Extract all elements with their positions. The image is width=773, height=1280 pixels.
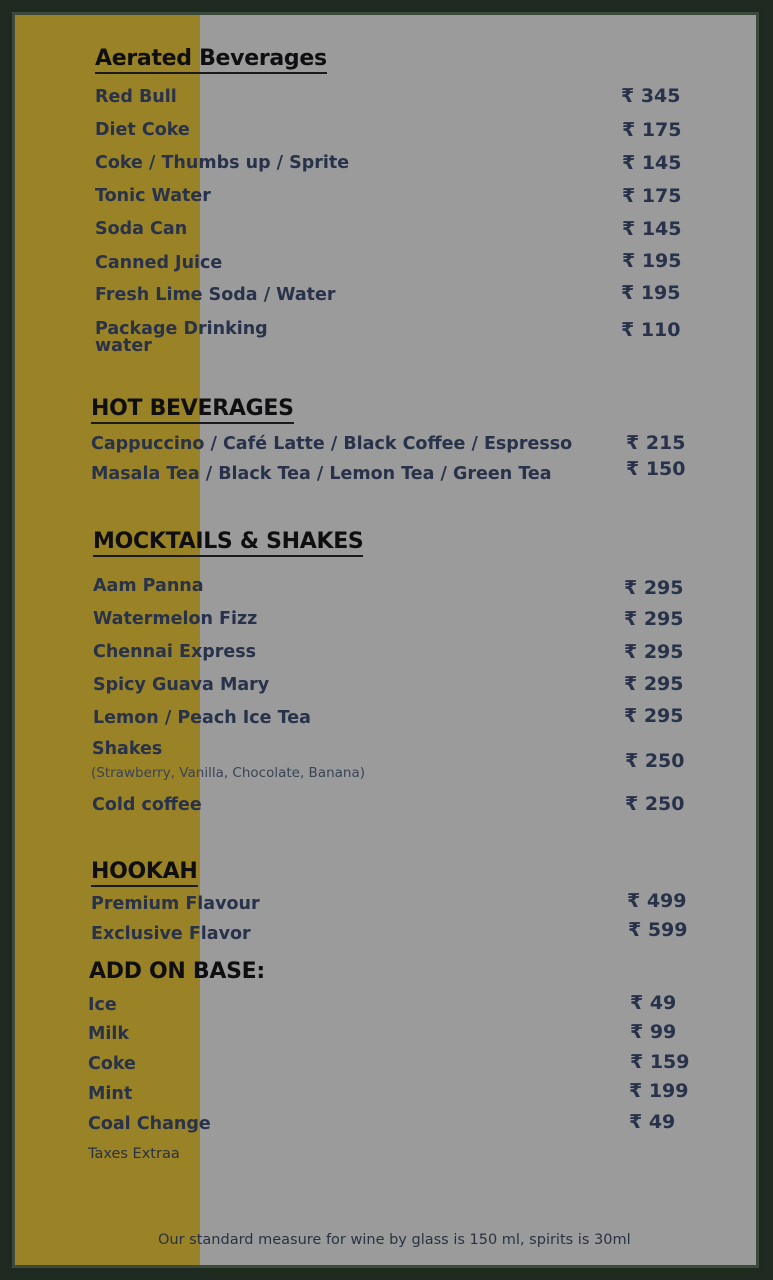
menu-item-name: Premium Flavour bbox=[91, 894, 260, 914]
menu-item-price: ₹ 345 bbox=[621, 85, 681, 107]
menu-item-name: Tonic Water bbox=[95, 186, 211, 206]
menu-item-price: ₹ 195 bbox=[622, 250, 682, 272]
menu-item-name: Coal Change bbox=[88, 1114, 211, 1134]
menu-item-name: Aam Panna bbox=[93, 576, 204, 596]
menu-item-name: Mint bbox=[88, 1084, 133, 1104]
menu-item-name: Soda Can bbox=[95, 219, 188, 239]
menu-item-name: Spicy Guava Mary bbox=[93, 675, 270, 695]
menu-item-description: (Strawberry, Vanilla, Chocolate, Banana) bbox=[91, 765, 366, 781]
menu-item-price: ₹ 49 bbox=[629, 1111, 676, 1133]
menu-item-price: ₹ 295 bbox=[624, 608, 684, 630]
section-title-hookah: HOOKAH bbox=[91, 859, 198, 887]
menu-item-price: ₹ 295 bbox=[624, 577, 684, 599]
menu-item-price: ₹ 195 bbox=[621, 282, 681, 304]
section-title-addon: ADD ON BASE: bbox=[89, 959, 265, 984]
menu-item-price: ₹ 49 bbox=[630, 992, 677, 1014]
menu-item-price: ₹ 99 bbox=[630, 1021, 677, 1043]
menu-item-name: Coke bbox=[88, 1054, 136, 1074]
section-title-mocktails: MOCKTAILS & SHAKES bbox=[93, 529, 363, 557]
menu-item-price: ₹ 250 bbox=[625, 750, 685, 772]
menu-item-price: ₹ 295 bbox=[624, 641, 684, 663]
menu-item-price: ₹ 199 bbox=[629, 1080, 689, 1102]
menu-item-name: Cappuccino / Café Latte / Black Coffee / Espresso bbox=[91, 434, 573, 454]
section-title-hot: HOT BEVERAGES bbox=[91, 396, 294, 424]
menu-item-name: Fresh Lime Soda / Water bbox=[95, 285, 336, 305]
menu-item-name: Coke / Thumbs up / Sprite bbox=[95, 153, 350, 173]
menu-item-price: ₹ 599 bbox=[628, 919, 688, 941]
menu-item-name: Milk bbox=[88, 1024, 130, 1044]
menu-item-name: Diet Coke bbox=[95, 120, 190, 140]
section-title-aerated: Aerated Beverages bbox=[95, 46, 327, 74]
menu-item-name: Shakes bbox=[92, 739, 163, 759]
menu-item-price: ₹ 150 bbox=[626, 458, 686, 480]
menu-item-name: Cold coffee bbox=[92, 795, 202, 815]
menu-item-price: ₹ 110 bbox=[621, 319, 681, 341]
menu-item-name-line2: water bbox=[95, 336, 152, 356]
menu-item-name: Exclusive Flavor bbox=[91, 924, 251, 944]
taxes-note: Taxes Extraa bbox=[88, 1146, 180, 1162]
menu-item-price: ₹ 145 bbox=[622, 218, 682, 240]
menu-item-name: Watermelon Fizz bbox=[93, 609, 258, 629]
menu-item-price: ₹ 295 bbox=[624, 705, 684, 727]
footer-note: Our standard measure for wine by glass is 150 ml, spirits is 30ml bbox=[158, 1232, 631, 1248]
menu-item-price: ₹ 250 bbox=[625, 793, 685, 815]
menu-item-price: ₹ 175 bbox=[622, 185, 682, 207]
menu-item-name: Lemon / Peach Ice Tea bbox=[93, 708, 311, 728]
menu-item-price: ₹ 175 bbox=[622, 119, 682, 141]
menu-item-name: Package Drinking bbox=[95, 319, 268, 339]
menu-item-name: Chennai Express bbox=[93, 642, 257, 662]
menu-item-price: ₹ 215 bbox=[626, 432, 686, 454]
menu-item-price: ₹ 499 bbox=[627, 890, 687, 912]
menu-item-name: Canned Juice bbox=[95, 253, 223, 273]
menu-item-name: Masala Tea / Black Tea / Lemon Tea / Green Tea bbox=[91, 464, 552, 484]
menu-item-price: ₹ 159 bbox=[630, 1051, 690, 1073]
menu-item-price: ₹ 295 bbox=[624, 673, 684, 695]
menu-item-price: ₹ 145 bbox=[622, 152, 682, 174]
menu-item-name: Ice bbox=[88, 995, 117, 1015]
menu-item-name: Red Bull bbox=[95, 87, 177, 107]
